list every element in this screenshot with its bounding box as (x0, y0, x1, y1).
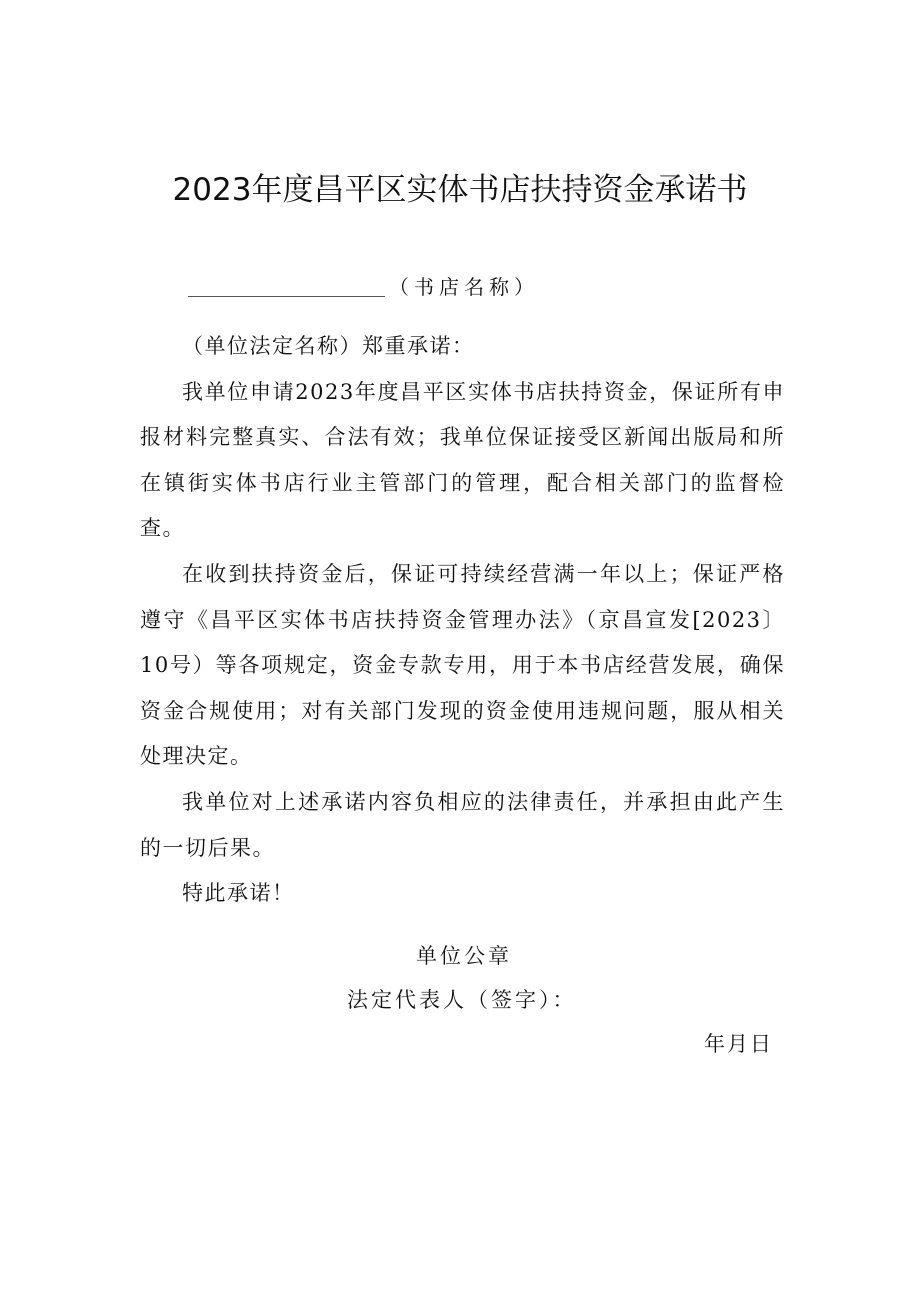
paragraph-liability: 我单位对上述承诺内容负相应的法律责任，并承担由此产生的一切后果。 (140, 789, 785, 860)
document-title: 2023年度昌平区实体书店扶持资金承诺书 (172, 172, 748, 208)
paragraph-closing: 特此承诺！ (182, 881, 295, 906)
date-label: 年月日 (704, 1032, 773, 1056)
paragraph-entity-name: （单位法定名称）郑重承诺： (182, 334, 475, 358)
representative-signature-label: 法定代表人（签字）： (347, 988, 577, 1012)
paragraph-application: 我单位申请2023年度昌平区实体书店扶持资金，保证所有申报材料完整真实、合法有效；我单位保证接受区新闻出版局和所在镇街实体书店行业主管部门的管理，配合相关部门的监督检查。 (140, 379, 785, 541)
paragraph-compliance: 在收到扶持资金后，保证可持续经营满一年以上；保证严格遵守《昌平区实体书店扶持资金管理办法》（京昌宣发[2023〕10号）等各项规定，资金专款专用，用于本书店经营发展，确保资金合规使用；对有关部门发现的资金使用违规问题，服从相关处理决定。 (140, 561, 785, 769)
store-name-blank[interactable] (188, 295, 385, 297)
seal-label: 单位公章 (416, 944, 512, 968)
store-name-label: （书店名称） (389, 274, 539, 299)
commitment-body (140, 324, 785, 917)
store-name-line (188, 270, 539, 300)
